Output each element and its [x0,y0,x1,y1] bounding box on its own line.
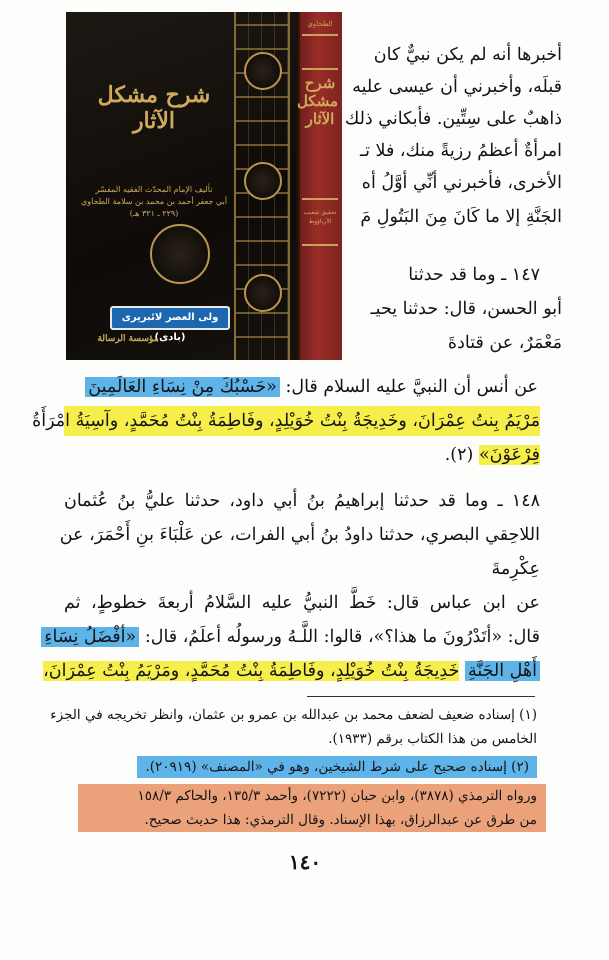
hadith-148-line-5 [44,622,540,652]
hadith-147-quote-start: «حَسْبُكَ مِنْ نِسَاءِ العَالَمِينَ [85,377,280,397]
ornament-medallion-icon [244,274,282,312]
cover-author-line: أبي جعفر أحمد بن محمد بن سلامة الطحاوي [80,197,228,206]
cover-seal-icon [150,224,210,284]
hadith-148-quote-mid: أَهْلِ الجَنَّةِ [465,661,540,681]
book-cover-image [66,12,342,360]
hadith-148-line-2: اللاحِقي البصري، حدثنا داودُ بنُ أبي الفرات، عن عَلْبَاءَ بنِ أَحْمَرَ، عن [59,525,540,545]
spine-title: شرح مشكل الآثار [296,74,338,128]
cover-author [76,184,232,220]
cover-author-line: (٢٢٩ ـ ٣٢١ هـ) [129,209,179,218]
footnote-2-line-3: من طرق عن عبدالرزاق، بهذا الإسناد. وقال الترمذي: هذا حديث صحيح. [144,812,537,828]
hadith-147-intro-line [60,372,538,402]
cover-publisher: مؤسسة الرسالة [97,334,159,344]
body-line-4: امرأةٌ أعظمُ رزيةً منك، فلا تـ [359,141,562,161]
page-number: ١٤٠ [288,850,322,874]
body-line-3: ذاهبٌ على سِتِّين. فأبكاني ذلك [344,109,562,129]
hadith-148-line-4: عن ابن عباس قال: خَطَّ النبيُّ عليه السَّلامُ أربعةَ خطوطٍ، ثم [64,593,540,613]
body-line-6: الجَنَّةِ إلا ما كَانَ مِنَ البَتُولِ مَ [360,207,562,227]
hadith-148-quote-start: «أفْضَلُ نِسَاءِ [41,627,139,647]
body-line-1: أخبرها أنه لم يكن نبيٌّ كان [373,45,562,65]
hadith-147-quote-end: فِرْعَوْنَ» [478,445,540,465]
spine-editor: تحقيق شعيب الأرناؤوط [303,209,337,225]
library-stamp: ولی العصر لائبریری (بادی) [110,306,230,330]
body-line-5: الأخرى، فأخبرني أنِّي أوَّلُ أه [361,173,562,193]
spine-author: الطحاوي [307,20,333,28]
cover-title: شرح مشكل الآثار [97,82,211,134]
footnote-divider [307,696,535,697]
footnote-1-line-1: (١) إسناده ضعيف لضعف محمد بن عبدالله بن عمرو بن عثمان، وانظر تخريجه في الجزء [50,707,537,723]
body-line-9: مَعْمَرٌ، عن قتادةَ [447,333,562,353]
hadith-147-line-3 [400,440,540,470]
cover-author-line: تأليف الإمام المحدّث الفقيه المفسّر [95,185,213,194]
body-line-2: قبلَه، وأخبرني أن عيسى عليه [352,77,562,97]
hadith-147-intro: عن أنس أن النبيَّ عليه السلام قال: [285,377,538,397]
footnote-2-line-2: ورواه الترمذي (٣٨٧٨)، وابن حبان (٧٢٢٢)، وأحمد ١٣٥/٣، والحاكم ١٥٨/٣ [137,788,537,804]
ornament-medallion-icon [244,162,282,200]
spine-band [302,34,338,36]
hadith-148-question: قال: «أتَدْرُونَ ما هذا؟»، قالوا: اللَّـهُ ورسولُه أعلَمُ، قال: [144,627,540,647]
hadith-148-line-6 [43,656,540,686]
footnote-1-line-2: الخامس من هذا الكتاب برقم (١٩٣٣). [328,731,537,747]
footnote-ref-2: (٢). [444,445,474,465]
hadith-148-quote-names: خَدِيجَةُ بِنْتُ خُوَيْلِدٍ، وفَاطِمَةُ بِنْتُ مُحَمَّدٍ، ومَرْيَمُ بِنْتُ عِمْرَانَ، [43,661,460,681]
hadith-148-line-1: ١٤٨ ـ وما قد حدثنا إبراهيمُ بنُ أبي داود، حدثنا عليُّ بنُ عُثمان [64,491,540,511]
footnote-2-line-1: (٢) إسناده صحيح على شرط الشيخين، وهو في «المصنف» (٢٠٩١٩). [137,756,537,778]
spine-band [302,198,338,200]
hadith-148-line-3: عِكْرِمةَ [491,559,540,579]
cover-spine [298,12,342,360]
ornament-medallion-icon [244,52,282,90]
hadith-147-number: ١٤٧ ـ وما قد حدثنا [408,265,540,285]
hadith-147-line-2: مَرْيَمُ بِنتُ عِمْرَانَ، وخَدِيجَةُ بِنْتُ خُوَيْلِدٍ، وفَاطِمَةُ بِنْتُ مُحَمَّدٍ، وآسِيَةُ امْرَأَةُ [64,406,540,436]
body-line-8: أبو الحسن، قال: حدثنا يحيـ [370,299,562,319]
spine-band [302,68,338,70]
spine-band [302,244,338,246]
